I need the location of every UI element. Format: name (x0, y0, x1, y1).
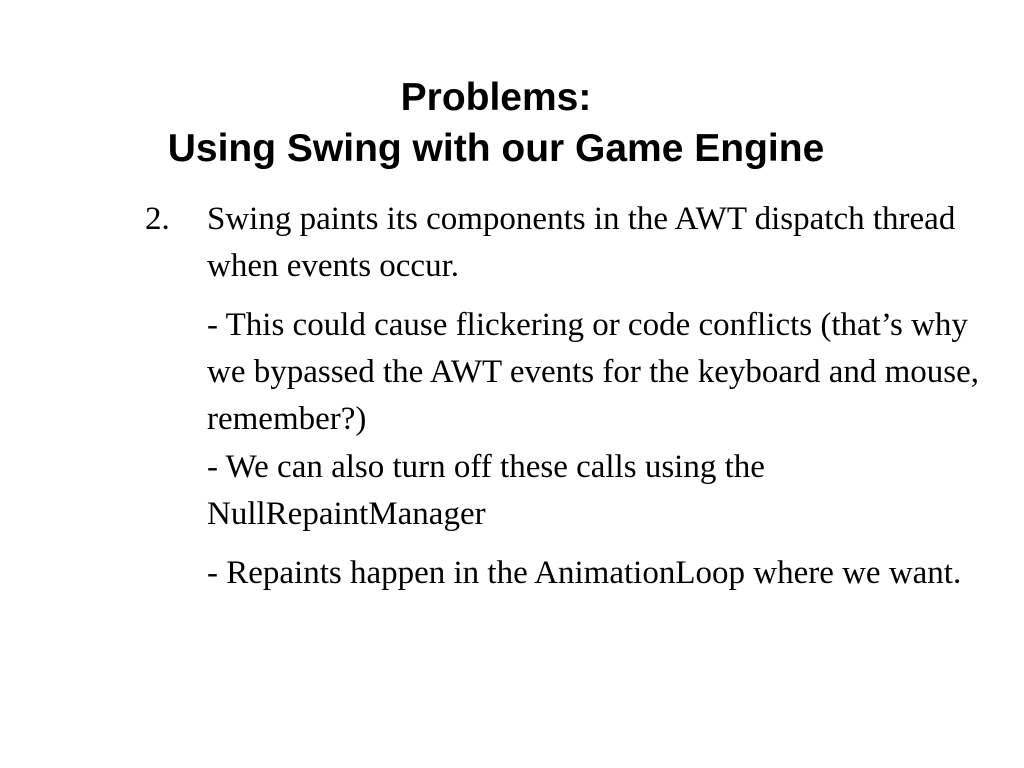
title-line-2: Using Swing with our Game Engine (167, 127, 825, 170)
title-line-1: Problems: (400, 76, 592, 119)
list-item-number: 2. (145, 201, 170, 237)
sub-point-animation-loop: - Repaints happen in the AnimationLoop where we want. (207, 555, 962, 591)
sub-point-null-repaint-manager: - We can also turn off these calls using the NullRepaintManager (207, 449, 765, 532)
sub-point-flickering: - This could cause flickering or code conflicts (that’s why we bypassed the AWT events for the keyboard and mouse, remember?) (207, 307, 980, 437)
list-item-text: Swing paints its components in the AWT dispatch thread when events occur. (207, 201, 956, 284)
